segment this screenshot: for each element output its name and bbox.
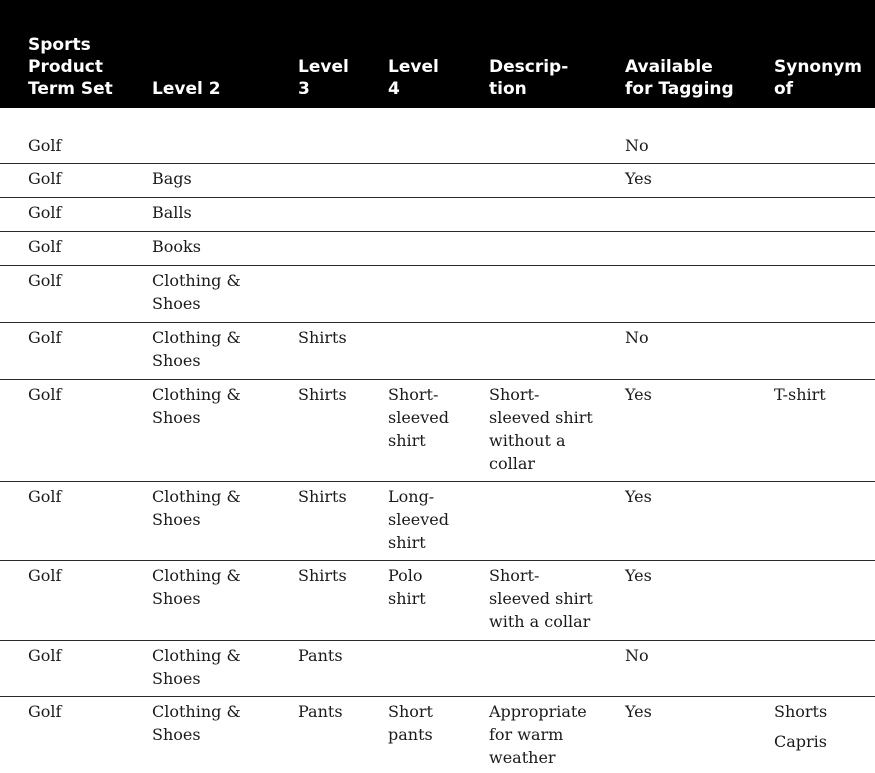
- header-row: [0, 0, 875, 108]
- cell-available-for-tagging: No: [625, 136, 649, 155]
- cell-synonym-of: T-shirt: [774, 384, 826, 404]
- cell-level-3: Shirts: [298, 327, 347, 347]
- cell-description: Short- sleeved shirt with a collar: [489, 565, 593, 631]
- cell-description: [489, 163, 625, 197]
- cell-term-set: Golf: [28, 136, 62, 155]
- cell-level-3: Shirts: [298, 486, 347, 506]
- table-row: [0, 163, 875, 197]
- cell-level-4: [388, 265, 489, 322]
- cell-level-2: Books: [152, 236, 201, 256]
- cell-level-3: [298, 163, 388, 197]
- cell-level-2: Bags: [152, 168, 192, 188]
- header-sports-product-term-set: Sports Product Term Set: [0, 0, 152, 108]
- cell-synonym-of: [774, 108, 875, 163]
- cell-level-2: Clothing & Shoes: [152, 384, 241, 427]
- cell-description: Appropriate for warm weather: [489, 701, 587, 767]
- cell-level-4: [388, 163, 489, 197]
- header-level-2: Level 2: [152, 0, 298, 108]
- cell-synonym-of: Shorts Capris: [774, 701, 828, 751]
- table-row: [0, 640, 875, 696]
- cell-level-4: [388, 108, 489, 163]
- header-level-4: Level 4: [388, 0, 489, 108]
- cell-description: [489, 265, 625, 322]
- cell-level-2: Clothing & Shoes: [152, 270, 241, 313]
- table-row: [0, 379, 875, 481]
- cell-level-2: Clothing & Shoes: [152, 701, 241, 744]
- cell-synonym-of: [774, 640, 875, 696]
- cell-term-set: Golf: [28, 701, 62, 721]
- cell-level-3: Pants: [298, 645, 343, 665]
- cell-term-set: Golf: [28, 565, 62, 585]
- cell-synonym-of: [774, 197, 875, 231]
- table-row: [0, 265, 875, 322]
- table-row: [0, 322, 875, 379]
- table-row: [0, 108, 875, 163]
- cell-level-2: Clothing & Shoes: [152, 327, 241, 370]
- cell-term-set: Golf: [28, 645, 62, 665]
- cell-level-3: [298, 197, 388, 231]
- cell-level-2: Balls: [152, 202, 192, 222]
- cell-level-4: Polo shirt: [388, 565, 426, 608]
- header-description: Descrip- tion: [489, 0, 625, 108]
- cell-synonym-of: [774, 265, 875, 322]
- cell-level-2: Clothing & Shoes: [152, 565, 241, 608]
- cell-synonym-of: [774, 322, 875, 379]
- cell-term-set: Golf: [28, 327, 62, 347]
- table-row: [0, 231, 875, 265]
- cell-synonym-of: [774, 481, 875, 560]
- cell-level-4: [388, 640, 489, 696]
- cell-term-set: Golf: [28, 202, 62, 222]
- header-level-3: Level 3: [298, 0, 388, 108]
- header-synonym-of: Synonym of: [774, 0, 875, 108]
- cell-available-for-tagging: [625, 231, 774, 265]
- cell-level-4: [388, 197, 489, 231]
- cell-available-for-tagging: Yes: [625, 168, 652, 188]
- cell-level-2: [152, 108, 298, 163]
- cell-level-3: Shirts: [298, 565, 347, 585]
- cell-description: Short- sleeved shirt without a collar: [489, 384, 593, 473]
- cell-available-for-tagging: No: [625, 327, 649, 347]
- cell-level-4: [388, 322, 489, 379]
- cell-term-set: Golf: [28, 270, 62, 290]
- cell-level-3: Shirts: [298, 384, 347, 404]
- cell-level-4: Short pants: [388, 701, 433, 744]
- cell-synonym-of: [774, 163, 875, 197]
- cell-available-for-tagging: [625, 265, 774, 322]
- table-row: [0, 560, 875, 640]
- cell-description: [489, 481, 625, 560]
- cell-description: [489, 108, 625, 163]
- cell-level-3: Pants: [298, 701, 343, 721]
- cell-level-4: Short- sleeved shirt: [388, 384, 450, 450]
- cell-synonym-of: [774, 560, 875, 640]
- cell-available-for-tagging: Yes: [625, 565, 652, 585]
- cell-level-3: [298, 231, 388, 265]
- cell-term-set: Golf: [28, 168, 62, 188]
- cell-term-set: Golf: [28, 384, 62, 404]
- cell-level-3: [298, 108, 388, 163]
- cell-available-for-tagging: Yes: [625, 384, 652, 404]
- cell-available-for-tagging: No: [625, 645, 649, 665]
- cell-level-2: Clothing & Shoes: [152, 486, 241, 529]
- cell-term-set: Golf: [28, 236, 62, 256]
- cell-available-for-tagging: Yes: [625, 701, 652, 721]
- cell-level-4: Long- sleeved shirt: [388, 486, 450, 552]
- cell-description: [489, 322, 625, 379]
- cell-description: [489, 231, 625, 265]
- cell-synonym-of: [774, 231, 875, 265]
- cell-term-set: Golf: [28, 486, 62, 506]
- cell-description: [489, 197, 625, 231]
- table-row: [0, 696, 875, 772]
- cell-description: [489, 640, 625, 696]
- table-row: [0, 197, 875, 231]
- table-row: [0, 481, 875, 560]
- cell-level-4: [388, 231, 489, 265]
- cell-level-3: [298, 265, 388, 322]
- cell-available-for-tagging: [625, 197, 774, 231]
- cell-available-for-tagging: Yes: [625, 486, 652, 506]
- header-available-for-tagging: Available for Tagging: [625, 0, 774, 108]
- cell-level-2: Clothing & Shoes: [152, 645, 241, 688]
